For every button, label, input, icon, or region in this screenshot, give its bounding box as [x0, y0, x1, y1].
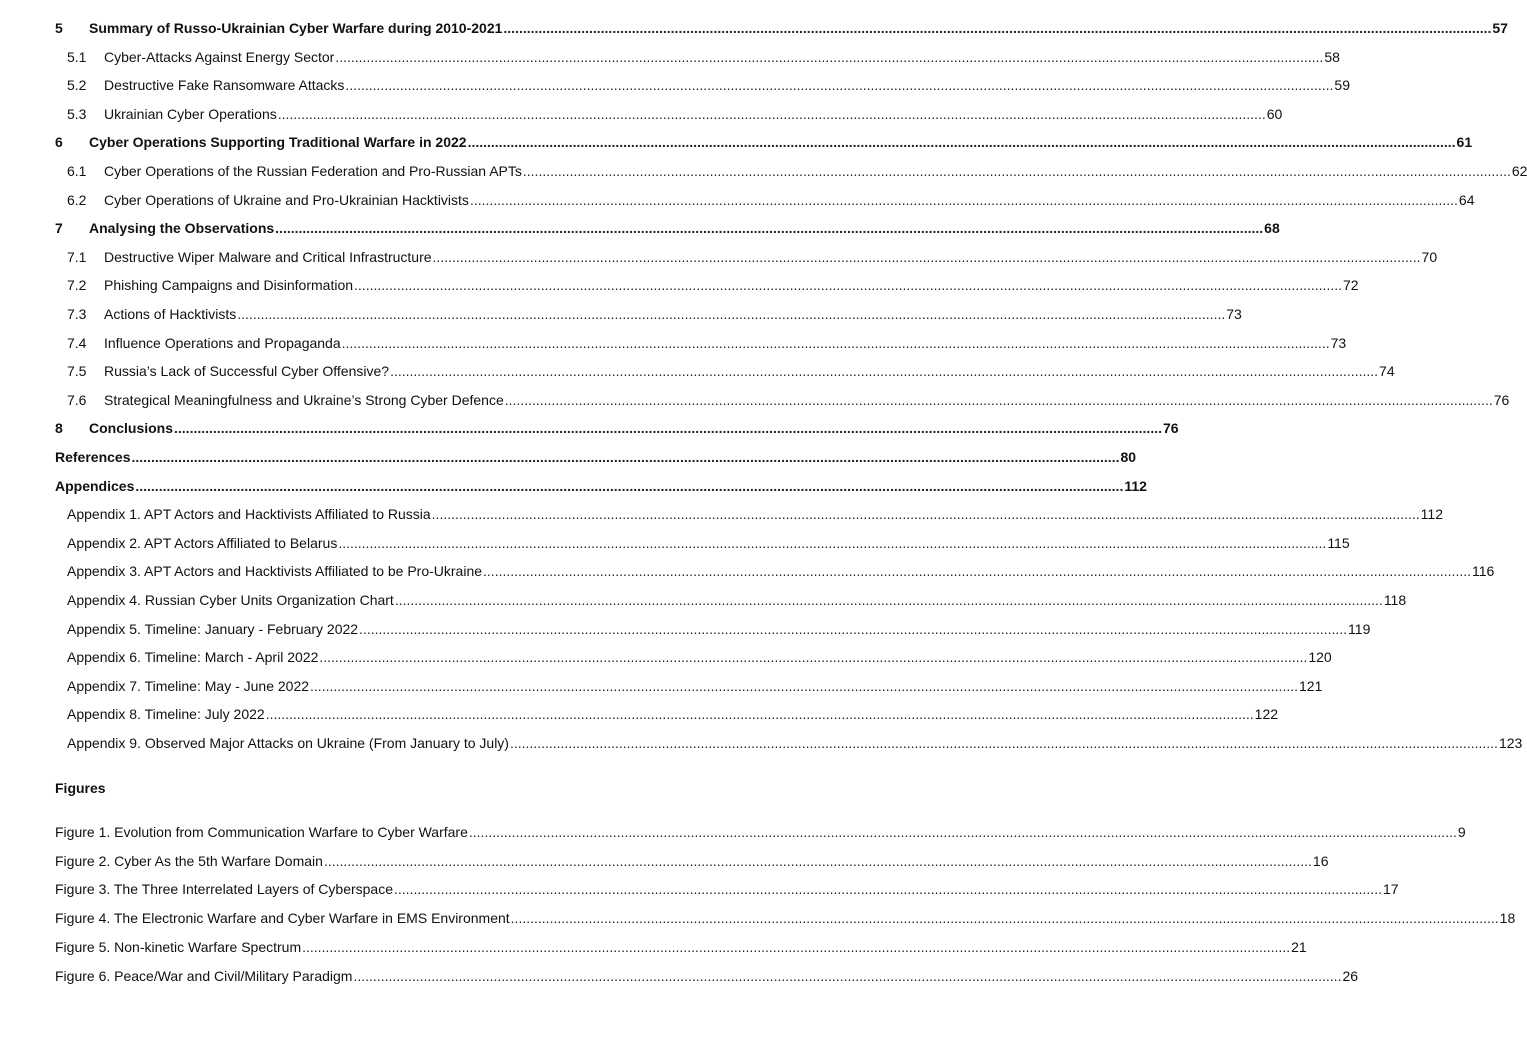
toc-appendix-entry[interactable]	[67, 589, 1407, 611]
entry-number: 8	[55, 420, 63, 436]
entry-title: Conclusions	[89, 420, 174, 436]
entry-title: Figure 4. The Electronic Warfare and Cyber Warfare in EMS Environment	[55, 910, 510, 926]
dot-leader	[390, 360, 1378, 382]
dot-leader	[174, 417, 1162, 439]
entry-page-number: 112	[1124, 478, 1147, 494]
toc-chapter-entry[interactable]	[55, 17, 1508, 39]
dot-leader	[278, 103, 1266, 125]
toc-appendix-entry[interactable]	[67, 618, 1371, 640]
entry-page-number: 17	[1382, 881, 1399, 897]
dot-leader	[523, 160, 1511, 182]
dot-leader	[319, 646, 1307, 668]
toc-section-entry[interactable]	[67, 274, 1359, 296]
dot-leader	[338, 532, 1326, 554]
entry-title: Actions of Hacktivists	[104, 306, 237, 322]
toc-appendix-entry[interactable]	[67, 732, 1523, 754]
toc-chapter-entry[interactable]	[55, 417, 1179, 439]
entry-page-number: 26	[1342, 968, 1359, 984]
entry-title: Appendix 2. APT Actors Affiliated to Belarus	[67, 535, 338, 551]
dot-leader	[237, 303, 1225, 325]
entry-page-number: 58	[1324, 49, 1340, 65]
entry-title: Cyber Operations of the Russian Federation and Pro-Russian APTs	[104, 163, 522, 179]
entry-title: Strategical Meaningfulness and Ukraine’s Strong Cyber Defence	[104, 392, 504, 408]
entry-page-number: 73	[1226, 306, 1242, 322]
entry-page-number: 76	[1493, 392, 1510, 408]
entry-page-number: 16	[1312, 853, 1329, 869]
entry-page-number: 74	[1379, 363, 1395, 379]
toc-section-entry[interactable]	[67, 189, 1475, 211]
entry-page-number: 73	[1330, 335, 1347, 351]
figure-entry[interactable]	[55, 850, 1329, 872]
entry-title: Figure 6. Peace/War and Civil/Military Paradigm	[55, 968, 353, 984]
dot-leader	[505, 389, 1493, 411]
entry-page-number: 18	[1499, 910, 1516, 926]
entry-title: Appendices	[55, 478, 135, 494]
entry-page-number: 60	[1266, 106, 1283, 122]
figure-entry[interactable]	[55, 965, 1359, 987]
entry-number: 5.1	[67, 49, 87, 65]
toc-appendices-entry[interactable]	[55, 475, 1147, 497]
dot-leader	[510, 732, 1498, 754]
entry-number: 5.2	[67, 77, 87, 93]
entry-number: 6.1	[67, 163, 87, 179]
dot-leader	[470, 189, 1458, 211]
entry-page-number: 76	[1163, 420, 1179, 436]
toc-appendix-entry[interactable]	[67, 675, 1323, 697]
entry-number: 7.1	[67, 249, 87, 265]
entry-number: 7	[55, 220, 63, 236]
entry-title: Figure 5. Non-kinetic Warfare Spectrum	[55, 939, 302, 955]
entry-page-number: 21	[1291, 939, 1307, 955]
entry-page-number: 72	[1343, 277, 1359, 293]
entry-title: Appendix 4. Russian Cyber Units Organization Chart	[67, 592, 394, 608]
toc-chapter-entry[interactable]	[55, 217, 1280, 239]
entry-number: 7.6	[67, 392, 87, 408]
entry-page-number: 118	[1383, 592, 1407, 608]
toc-chapter-entry[interactable]	[55, 131, 1473, 153]
figures-heading: Figures	[55, 780, 106, 796]
toc-section-entry[interactable]	[67, 303, 1242, 325]
dot-leader	[433, 246, 1421, 268]
entry-title: Appendix 6. Timeline: March - April 2022	[67, 649, 319, 665]
entry-title: Destructive Fake Ransomware Attacks	[104, 77, 345, 93]
dot-leader	[483, 560, 1471, 582]
entry-number: 6.2	[67, 192, 87, 208]
entry-title: Appendix 8. Timeline: July 2022	[67, 706, 265, 722]
dot-leader	[275, 217, 1263, 239]
entry-title: Appendix 1. APT Actors and Hacktivists Affiliated to Russia	[67, 506, 431, 522]
entry-title: Appendix 9. Observed Major Attacks on Ukraine (From January to July)	[67, 735, 509, 751]
toc-section-entry[interactable]	[67, 160, 1527, 182]
dot-leader	[432, 503, 1420, 525]
entry-title: Appendix 7. Timeline: May - June 2022	[67, 678, 310, 694]
entry-page-number: 115	[1327, 535, 1350, 551]
entry-page-number: 70	[1421, 249, 1438, 265]
entry-title: References	[55, 449, 131, 465]
entry-number: 7.4	[67, 335, 87, 351]
toc-appendix-entry[interactable]	[67, 503, 1443, 525]
entry-number: 7.2	[67, 277, 87, 293]
dot-leader	[503, 17, 1491, 39]
dot-leader	[266, 703, 1254, 725]
entry-page-number: 68	[1264, 220, 1280, 236]
entry-title: Appendix 3. APT Actors and Hacktivists Affiliated to be Pro-Ukraine	[67, 563, 483, 579]
figure-entry[interactable]	[55, 907, 1516, 929]
dot-leader	[354, 274, 1342, 296]
dot-leader	[468, 131, 1456, 153]
entry-number: 7.3	[67, 306, 87, 322]
toc-section-entry[interactable]	[67, 74, 1350, 96]
entry-number: 6	[55, 134, 63, 150]
entry-number: 5	[55, 20, 63, 36]
entry-page-number: 123	[1498, 735, 1523, 751]
entry-page-number: 57	[1492, 20, 1508, 36]
entry-page-number: 59	[1334, 77, 1350, 93]
entry-title: Analysing the Observations	[89, 220, 275, 236]
toc-section-entry[interactable]	[67, 332, 1347, 354]
toc-appendix-entry[interactable]	[67, 703, 1279, 725]
entry-title: Cyber Operations of Ukraine and Pro-Ukrainian Hacktivists	[104, 192, 469, 208]
entry-page-number: 62	[1511, 163, 1527, 179]
toc-appendix-entry[interactable]	[67, 532, 1350, 554]
dot-leader	[345, 74, 1333, 96]
entry-page-number: 120	[1308, 649, 1332, 665]
entry-page-number: 121	[1299, 678, 1323, 694]
entry-page-number: 80	[1120, 449, 1137, 465]
entry-page-number: 119	[1348, 621, 1371, 637]
dot-leader	[394, 878, 1382, 900]
entry-number: 5.3	[67, 106, 87, 122]
dot-leader	[359, 618, 1347, 640]
entry-number: 7.5	[67, 363, 87, 379]
dot-leader	[132, 446, 1120, 468]
entry-title: Figure 3. The Three Interrelated Layers of Cyberspace	[55, 881, 393, 897]
toc-section-entry[interactable]	[67, 360, 1395, 382]
dot-leader	[353, 965, 1341, 987]
entry-page-number: 9	[1457, 824, 1466, 840]
dot-leader	[395, 589, 1383, 611]
entry-title: Phishing Campaigns and Disinformation	[104, 277, 354, 293]
figure-entry[interactable]	[55, 936, 1307, 958]
entry-title: Cyber-Attacks Against Energy Sector	[104, 49, 335, 65]
entry-page-number: 61	[1456, 134, 1473, 150]
toc-references-entry[interactable]	[55, 446, 1137, 468]
entry-title: Figure 2. Cyber As the 5th Warfare Domain	[55, 853, 323, 869]
figure-entry[interactable]	[55, 878, 1399, 900]
entry-title: Influence Operations and Propaganda	[104, 335, 341, 351]
figure-entry[interactable]	[55, 821, 1466, 843]
dot-leader	[302, 936, 1290, 958]
toc-section-entry[interactable]	[67, 103, 1283, 125]
entry-title: Destructive Wiper Malware and Critical Infrastructure	[104, 249, 432, 265]
entry-page-number: 64	[1458, 192, 1475, 208]
toc-section-entry[interactable]	[67, 389, 1510, 411]
toc-appendix-entry[interactable]	[67, 560, 1495, 582]
toc-section-entry[interactable]	[67, 246, 1438, 268]
entry-title: Russia’s Lack of Successful Cyber Offensive?	[104, 363, 390, 379]
dot-leader	[511, 907, 1499, 929]
entry-title: Cyber Operations Supporting Traditional Warfare in 2022	[89, 134, 467, 150]
entry-page-number: 122	[1254, 706, 1279, 722]
toc-section-entry[interactable]	[67, 46, 1340, 68]
dot-leader	[342, 332, 1330, 354]
entry-title: Ukrainian Cyber Operations	[104, 106, 277, 122]
dot-leader	[310, 675, 1298, 697]
entry-title: Appendix 5. Timeline: January - February 2022	[67, 621, 359, 637]
dot-leader	[469, 821, 1457, 843]
toc-appendix-entry[interactable]	[67, 646, 1332, 668]
entry-page-number: 112	[1420, 506, 1443, 522]
dot-leader	[135, 475, 1123, 497]
dot-leader	[324, 850, 1312, 872]
dot-leader	[335, 46, 1323, 68]
entry-page-number: 116	[1472, 563, 1495, 579]
entry-title: Summary of Russo-Ukrainian Cyber Warfare during 2010-2021	[89, 20, 503, 36]
entry-title: Figure 1. Evolution from Communication Warfare to Cyber Warfare	[55, 824, 468, 840]
